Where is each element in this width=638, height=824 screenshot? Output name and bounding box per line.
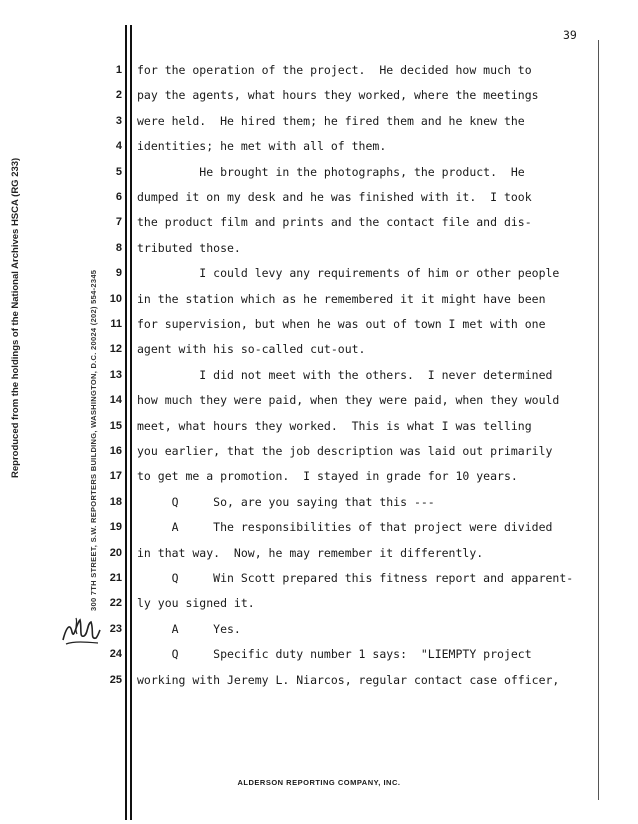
handwritten-initials-icon <box>60 614 102 648</box>
transcript-line: ly you signed it. <box>137 596 255 611</box>
left-margin-rule-inner <box>130 25 132 820</box>
transcript-line: in the station which as he remembered it it might have been <box>137 291 546 306</box>
line-number: 5 <box>115 165 122 178</box>
transcript-line: how much they were paid, when they were paid, when they would <box>137 393 560 408</box>
line-number: 12 <box>109 343 122 356</box>
line-number: 2 <box>115 89 122 102</box>
transcript-line: in that way. Now, he may remember it differently. <box>137 545 484 560</box>
transcript-line: Q Specific duty number 1 says: "LIEMPTY project <box>137 647 532 662</box>
transcript-line: meet, what hours they worked. This is what I was telling <box>137 418 532 433</box>
transcript-line: were held. He hired them; he fired them and he knew the <box>137 113 525 128</box>
transcript-line: I did not meet with the others. I never determined <box>137 367 553 382</box>
right-margin-rule <box>598 40 599 800</box>
transcript-line: He brought in the photographs, the product. He <box>137 164 525 179</box>
transcript-line: to get me a promotion. I stayed in grade for 10 years. <box>137 469 518 484</box>
reporter-address: 300 7TH STREET, S.W. REPORTERS BUILDING, WASHINGTON, D.C. 20024 (202) 554-2345 <box>89 269 98 611</box>
line-number: 23 <box>109 622 122 635</box>
reporting-company-footer: ALDERSON REPORTING COMPANY, INC. <box>237 778 401 787</box>
transcript-line: pay the agents, what hours they worked, where the meetings <box>137 88 539 103</box>
line-number: 14 <box>109 394 122 407</box>
line-number: 22 <box>109 597 122 610</box>
transcript-line: identities; he met with all of them. <box>137 139 387 154</box>
line-number: 15 <box>109 419 122 432</box>
transcript-line: the product film and prints and the contact file and dis- <box>137 215 532 230</box>
line-number: 10 <box>109 292 122 305</box>
line-number: 3 <box>115 114 122 127</box>
page-number: 39 <box>563 28 577 42</box>
line-number: 8 <box>115 241 122 254</box>
line-number: 18 <box>109 495 122 508</box>
transcript-line: A Yes. <box>137 621 241 636</box>
line-number: 11 <box>110 318 122 330</box>
line-number: 16 <box>109 445 122 457</box>
line-number: 25 <box>109 673 122 686</box>
transcript-line: for the operation of the project. He decided how much to <box>137 63 532 77</box>
line-number: 20 <box>109 546 122 559</box>
line-number: 13 <box>109 368 122 381</box>
line-number: 4 <box>115 140 122 153</box>
line-number: 6 <box>115 191 122 203</box>
transcript-line: Q Win Scott prepared this fitness report and apparent- <box>137 571 574 585</box>
line-number: 9 <box>115 267 122 280</box>
left-margin-rule <box>125 25 127 820</box>
archive-provenance-note: Reproduced from the holdings of the National Archives HSCA (RG 233) <box>10 157 21 478</box>
transcript-line: dumped it on my desk and he was finished with it. I took <box>137 190 532 204</box>
line-number: 1 <box>115 64 122 76</box>
transcript-line: working with Jeremy L. Niarcos, regular contact case officer, <box>137 672 560 687</box>
transcript-line: you earlier, that the job description was laid out primarily <box>137 444 553 458</box>
transcript-line: Q So, are you saying that this --- <box>137 494 435 509</box>
transcript-line: tributed those. <box>137 240 241 255</box>
transcript-line: agent with his so-called cut-out. <box>137 342 366 357</box>
transcript-line: for supervision, but when he was out of town I met with one <box>137 317 546 331</box>
transcript-line: A The responsibilities of that project were divided <box>137 520 553 535</box>
line-number: 19 <box>109 521 122 534</box>
line-number: 17 <box>109 470 122 483</box>
line-number: 21 <box>109 572 122 584</box>
transcript-line: I could levy any requirements of him or other people <box>137 266 560 281</box>
line-number: 24 <box>109 648 122 661</box>
line-number: 7 <box>115 216 122 229</box>
